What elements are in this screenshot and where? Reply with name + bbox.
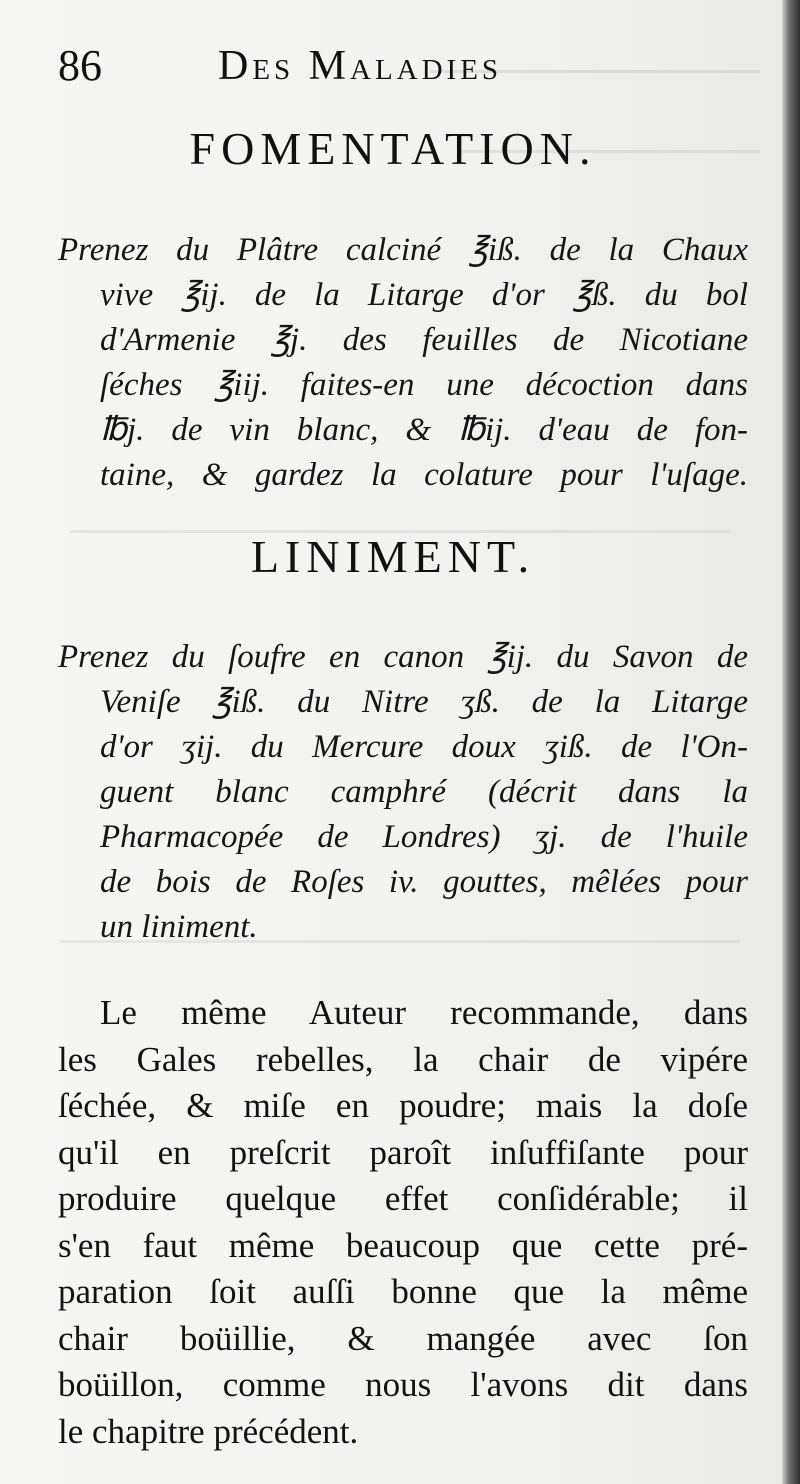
paragraph-line: les Gales rebelles, la chair de vipére (58, 1039, 748, 1079)
recipe-line: Prenez du Plâtre calciné ℥iß. de la Chaux (58, 232, 748, 268)
page-header (58, 40, 746, 100)
body-paragraph (58, 990, 748, 1455)
recipe-line: guent blanc camphré (décrit dans la (100, 774, 748, 810)
paragraph-line: le chapitre précédent. (58, 1411, 359, 1451)
paragraph-line: ſéchée, & miſe en poudre; mais la doſe (58, 1086, 748, 1125)
recipe-line: Prenez du ſoufre en canon ℥ij. du Savon de (58, 639, 748, 675)
recipe-line: un liniment. (100, 909, 258, 945)
paragraph-line: Le même Auteur recommande, dans (100, 993, 748, 1032)
section-title-fomentation: FOMENTATION. (189, 123, 597, 174)
recipe-line: d'or ʒij. du Mercure doux ʒiß. de l'On- (100, 729, 748, 765)
recipe-line: de bois de Roſes iv. gouttes, mêlées pour (100, 864, 748, 900)
recipe-line: ℔j. de vin blanc, & ℔ij. d'eau de fon- (100, 412, 748, 448)
recipe-line: Veniſe ℥iß. du Nitre ʒß. de la Litarge (100, 684, 748, 720)
page-number: 86 (58, 41, 102, 90)
paragraph-line: paration ſoit auſſi bonne que la même (58, 1272, 748, 1311)
running-head: Des Maladies (218, 43, 503, 89)
section-title-liniment: LINIMENT. (250, 531, 536, 582)
recipe-line: Pharmacopée de Londres) ʒj. de l'huile (100, 819, 748, 855)
page-gutter-edge (782, 0, 800, 1484)
paragraph-line: produire quelque effet conſidérable; il (58, 1179, 748, 1218)
recipe-line: d'Armenie ℥j. des feuilles de Nicotiane (100, 322, 748, 358)
paragraph-line: chair boüillie, & mangée avec ſon (58, 1318, 748, 1358)
recipe-fomentation (58, 228, 748, 498)
recipe-line: vive ℥ij. de la Litarge d'or ℥ß. du bol (100, 277, 748, 313)
paragraph-line: s'en faut même beaucoup que cette pré- (58, 1225, 748, 1265)
recipe-liniment (58, 635, 748, 950)
paragraph-line: boüillon, comme nous l'avons dit dans (58, 1365, 748, 1404)
recipe-line: ſéches ℥iij. faites-en une décoction dans (100, 367, 748, 403)
recipe-line: taine, & gardez la colature pour l'uſage. (100, 457, 748, 493)
paragraph-line: qu'il en preſcrit paroît inſuffiſante pour (58, 1132, 748, 1172)
